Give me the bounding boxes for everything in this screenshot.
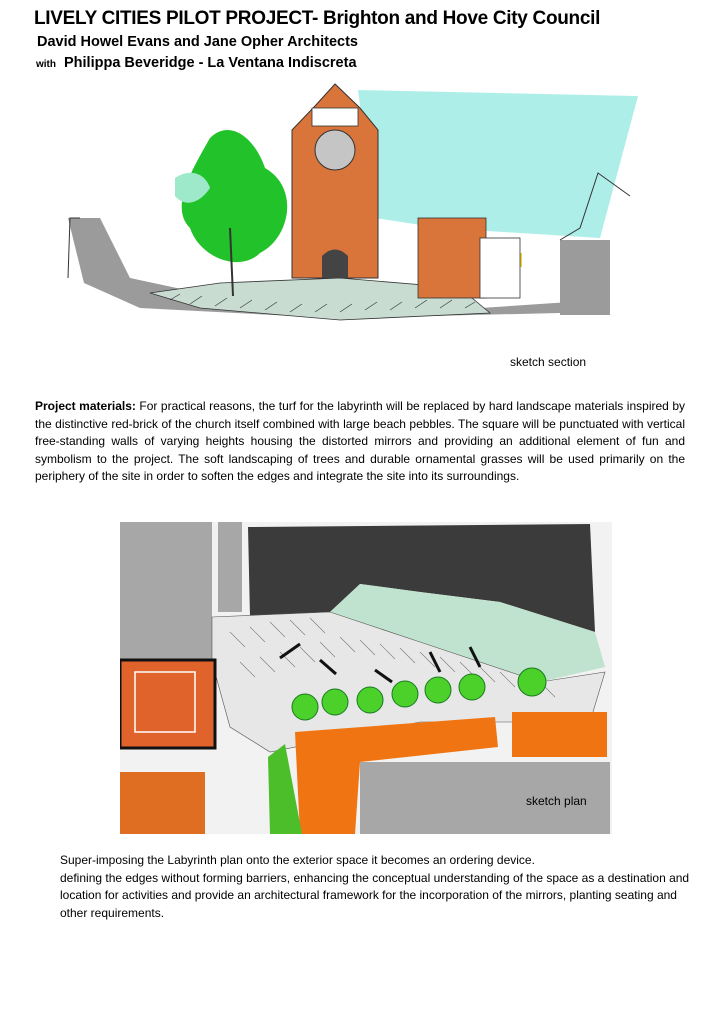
- sky-shape: [358, 90, 638, 238]
- collaborator-name: Philippa Beveridge - La Ventana Indiscreta: [64, 55, 357, 71]
- sketch-section-caption: sketch section: [510, 355, 587, 369]
- summary-paragraph: [60, 852, 690, 922]
- collaborator-credit: [36, 55, 357, 71]
- with-label: with: [36, 59, 56, 70]
- brick-building-right: [418, 218, 486, 298]
- sketch-plan-caption: sketch plan: [526, 794, 587, 808]
- right-grey-block: [560, 240, 610, 315]
- sketch-section-illustration: [40, 78, 640, 378]
- white-building-right: [480, 238, 520, 298]
- plan-orange-bottom-left: [120, 772, 205, 834]
- summary-line-1: Super-imposing the Labyrinth plan onto the exterior space it becomes an ordering device.: [60, 853, 535, 867]
- page-title: LIVELY CITIES PILOT PROJECT- Brighton and Hove City Council: [34, 8, 601, 29]
- project-materials-paragraph: [35, 398, 685, 486]
- church-door: [322, 250, 348, 279]
- church-rose-window: [315, 130, 355, 170]
- sketch-plan-illustration: [120, 522, 612, 834]
- architects-credit: David Howel Evans and Jane Opher Architects: [37, 34, 358, 50]
- church-gable-white: [312, 108, 358, 126]
- plan-red-brick-church: [120, 660, 215, 748]
- plan-orange-right: [512, 712, 607, 757]
- materials-heading: Project materials:: [35, 399, 136, 413]
- plan-grey-top-mid: [218, 522, 242, 612]
- materials-body: For practical reasons, the turf for the labyrinth will be replaced by hard landscape materials inspired by the distinctive red-brick of the church itself combined with large beach pebbles. The square will be punctuated with vertical free-standing walls of varying heights housing the distorted mirrors and providing an additional element of fun and symbolism to the project. The soft landscaping of trees and durable ornamental grasses will be used primarily on the periphery of the site in order to soften the edges and integrate the site into its surroundings.: [35, 399, 686, 483]
- plan-grey-top-left: [120, 522, 212, 662]
- summary-line-2: defining the edges without forming barriers, enhancing the conceptual understanding of the space as a destination and location for activities and provide an architectural framework for the incorporation of the mirrors, planting seating and other requirements.: [60, 870, 690, 920]
